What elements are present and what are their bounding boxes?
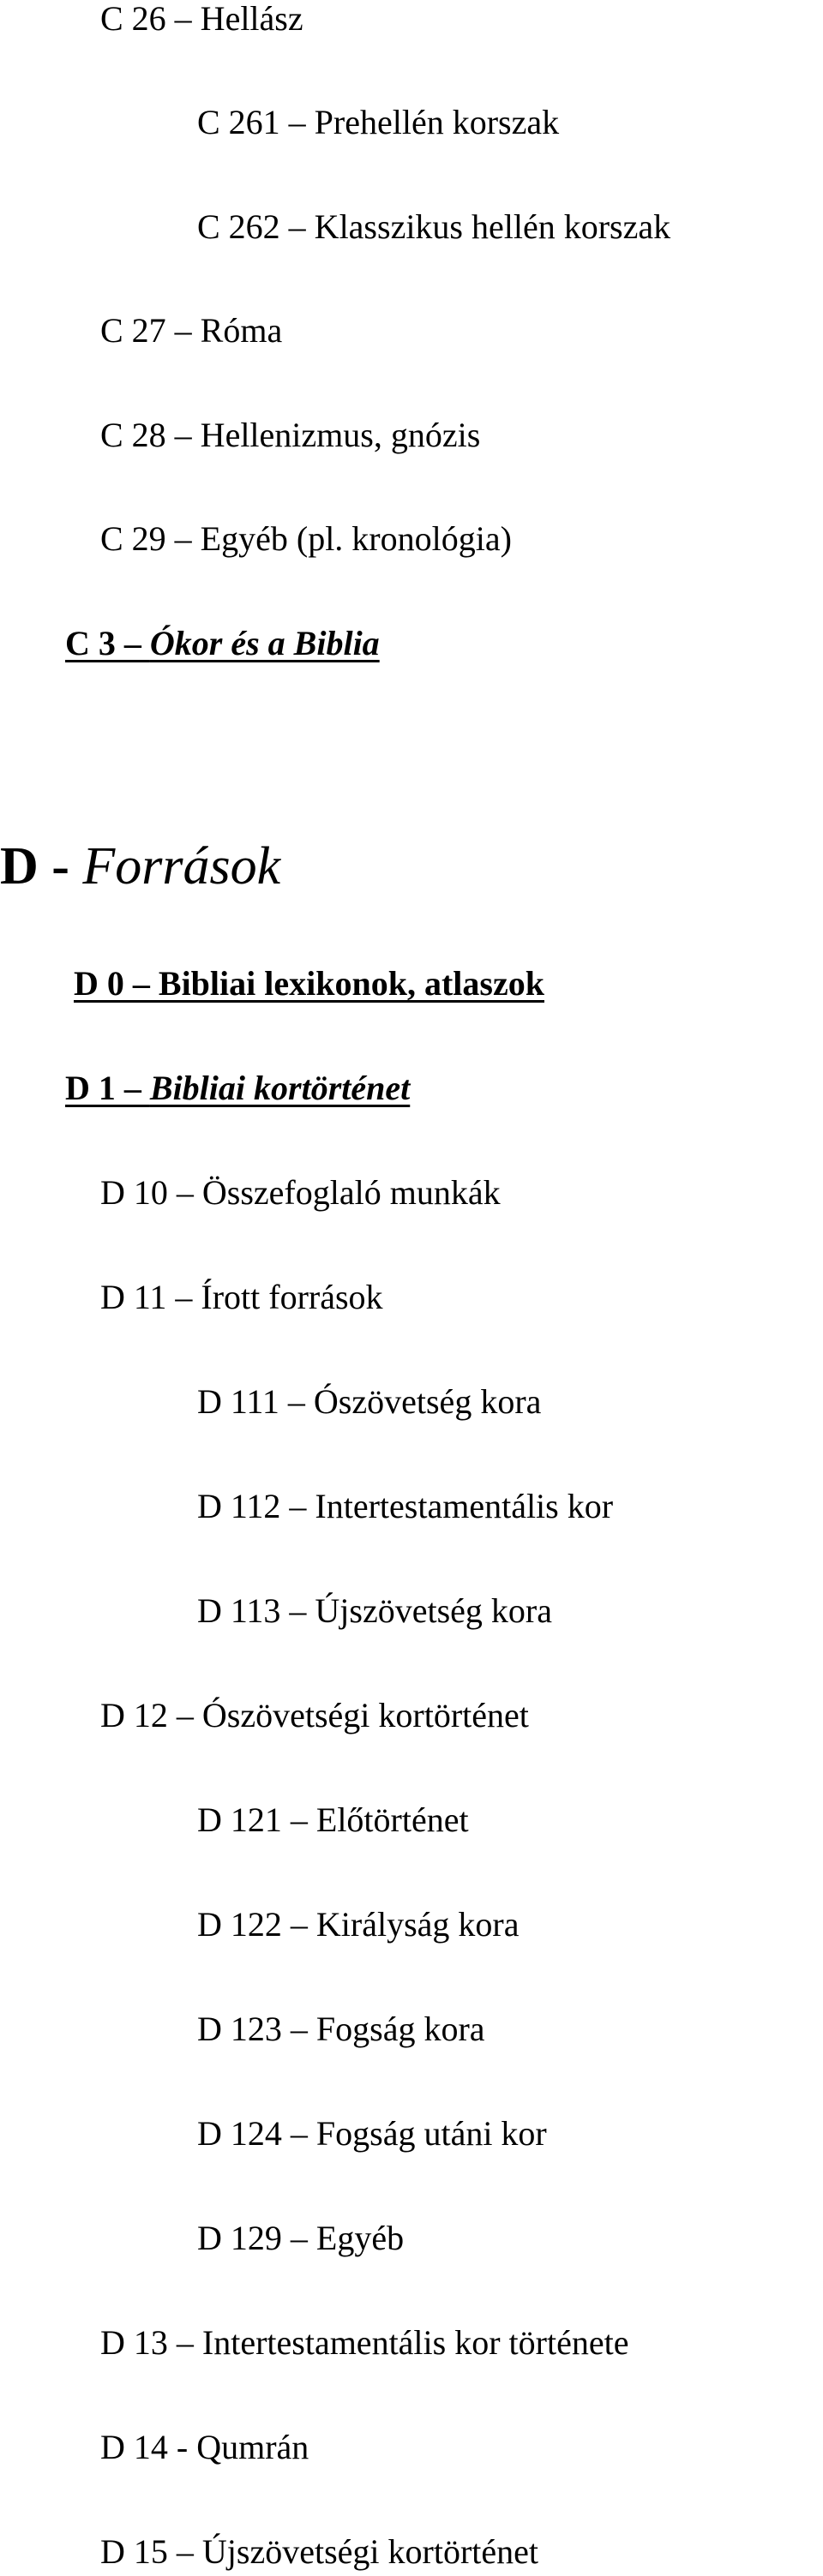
index-section-c3 [65, 626, 380, 661]
index-entry-d113: D 113 – Újszövetség kora [197, 1591, 552, 1630]
index-entry-d124: D 124 – Fogság utáni kor [197, 2114, 547, 2153]
index-entry-d15: D 15 – Újszövetségi kortörténet [100, 2532, 538, 2571]
index-entry-d129: D 129 – Egyéb [197, 2219, 405, 2257]
index-entry-d10: D 10 – Összefoglaló munkák [100, 1173, 501, 1212]
index-entry-c262: C 262 – Klasszikus hellén korszak [197, 207, 671, 246]
index-entry-d111: D 111 – Ószövetség kora [197, 1382, 542, 1421]
index-heading-d-code: D - [0, 837, 83, 896]
index-section-c3-code: C 3 – [65, 624, 150, 662]
index-section-d1-code: D 1 – [65, 1069, 150, 1107]
index-entry-c29: C 29 – Egyéb (pl. kronológia) [100, 519, 512, 558]
index-entry-d122: D 122 – Királyság kora [197, 1905, 520, 1944]
index-entry-c261: C 261 – Prehellén korszak [197, 103, 560, 141]
index-entry-d13: D 13 – Intertestamentális kor története [100, 2323, 629, 2362]
index-entry-d121: D 121 – Előtörténet [197, 1800, 469, 1839]
index-entry-d11: D 11 – Írott források [100, 1278, 383, 1316]
index-entry-d112: D 112 – Intertestamentális kor [197, 1487, 614, 1525]
index-entry-c28: C 28 – Hellenizmus, gnózis [100, 416, 481, 454]
index-heading-d-title: Források [82, 837, 281, 896]
index-section-c3-title: Ókor és a Biblia [149, 624, 380, 662]
index-entry-c27: C 27 – Róma [100, 311, 283, 350]
index-heading-d [0, 837, 281, 896]
index-entry-c26: C 26 – Hellász [100, 0, 303, 38]
index-section-d1 [65, 1071, 410, 1105]
index-entry-d123: D 123 – Fogság kora [197, 2010, 485, 2048]
index-entry-d12: D 12 – Ószövetségi kortörténet [100, 1696, 529, 1734]
index-entry-d14: D 14 - Qumrán [100, 2428, 309, 2466]
index-section-d1-title: Bibliai kortörténet [149, 1069, 411, 1107]
index-section-d0: D 0 – Bibliai lexikonok, atlaszok [74, 964, 544, 1003]
